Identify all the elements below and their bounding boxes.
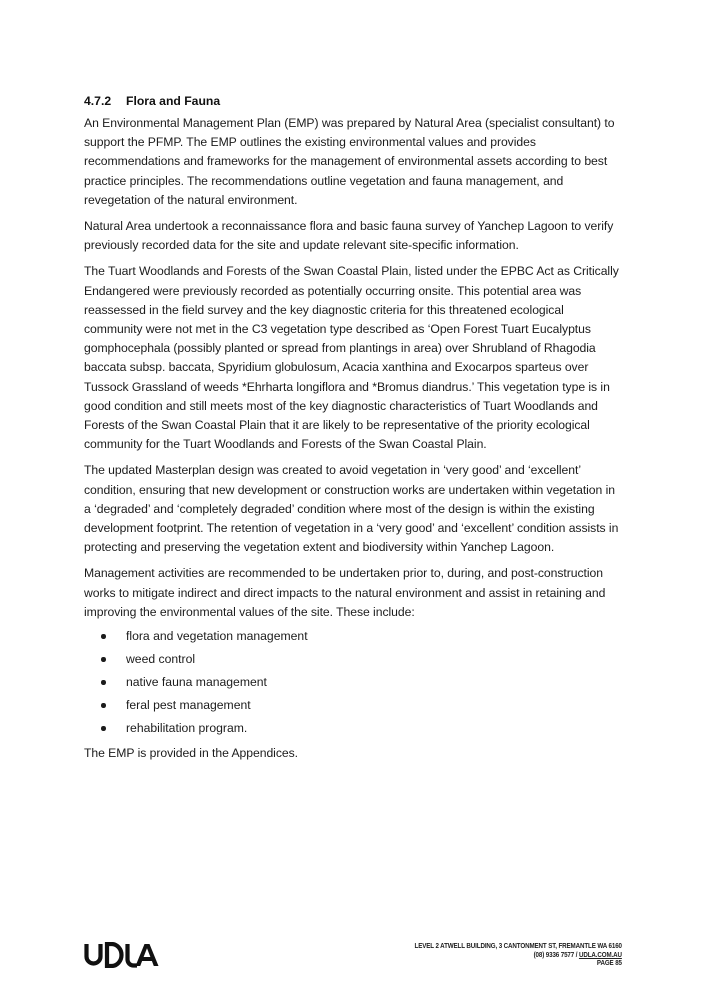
footer-separator: /	[574, 949, 580, 959]
list-item: native fauna management	[84, 671, 624, 694]
bullet-icon	[101, 703, 106, 708]
page-content	[84, 92, 624, 770]
footer-contact	[415, 942, 622, 968]
page-number: PAGE 85	[597, 958, 622, 968]
list-item: weed control	[84, 648, 624, 671]
footer-phone: (08) 9336 7577	[533, 949, 575, 959]
list-item: feral pest management	[84, 694, 624, 717]
bullet-icon	[101, 680, 106, 685]
paragraph-closing: The EMP is provided in the Appendices.	[84, 746, 298, 761]
website-link[interactable]: UDLA.COM.AU	[579, 949, 622, 959]
management-activities-list	[84, 625, 624, 740]
list-item: flora and vegetation management	[84, 625, 624, 648]
footer-address: LEVEL 2 ATWELL BUILDING, 3 CANTONMENT ST, FREMANTLE WA 6160	[414, 941, 622, 950]
paragraph-emp-intro: An Environmental Management Plan (EMP) was prepared by Natural Area (specialist consultant) to support the PFMP. The EMP outlines the existing environmental values and provides recommendations and frameworks for the management of environmental assets according to best practice principles. The recommendations outline vegetation and fauna management, and revegetation of the natural environment.	[84, 116, 615, 207]
list-item: rehabilitation program.	[84, 717, 624, 740]
paragraph-survey: Natural Area undertook a reconnaissance flora and basic fauna survey of Yanchep Lagoon to verify previously recorded data for the site and update relevant site-specific information.	[84, 219, 614, 253]
section-title: Flora and Fauna	[126, 94, 221, 108]
bullet-icon	[101, 634, 106, 639]
bullet-icon	[101, 657, 106, 662]
paragraph-masterplan: The updated Masterplan design was created to avoid vegetation in ‘very good’ and ‘excellent’ condition, ensuring that new development or construction works are undertaken within vegetation in a ‘degraded’ and ‘completely degraded’ condition where most of the design is within the existing development footprint. The retention of vegetation in a ‘very good’ and ‘excellent’ condition assists in protecting and preserving the vegetation extent and biodiversity within Yanchep Lagoon.	[84, 463, 619, 555]
bullet-icon	[101, 726, 106, 731]
section-number: 4.7.2	[84, 94, 112, 108]
udla-logo-icon	[84, 942, 160, 968]
udla-logo	[84, 942, 160, 968]
paragraph-tuart-woodlands: The Tuart Woodlands and Forests of the Swan Coastal Plain, listed under the EPBC Act as Critically Endangered were previously recorded as potentially occurring onsite. This potential area was reassessed in the field survey and the key diagnostic criteria for this threatened ecological community were not met in the C3 vegetation type described as ‘Open Forest Tuart Eucalyptus gomphocephala (possibly planted or spread from plantings in area) over Shrubland of Rhagodia baccata subsp. baccata, Spyridium globulosum, Acacia xanthina and Exocarpos sparteus over Tussock Grassland of weeds *Ehrharta longiflora and *Bromus diandrus.’ This vegetation type is in good condition and still meets most of the key diagnostic characteristics of Tuart Woodlands and Forests of the Swan Coastal Plain that it are likely to be representative of the priority ecological community for the Tuart Woodlands and Forests of the Swan Coastal Plain.	[84, 264, 619, 452]
footer-phone-web	[415, 951, 622, 960]
section-heading	[84, 92, 624, 110]
paragraph-management: Management activities are recommended to be undertaken prior to, during, and post-construction works to mitigate indirect and direct impacts to the natural environment and assist in retaining and improving the environmental values of the site. These include:	[84, 566, 606, 619]
